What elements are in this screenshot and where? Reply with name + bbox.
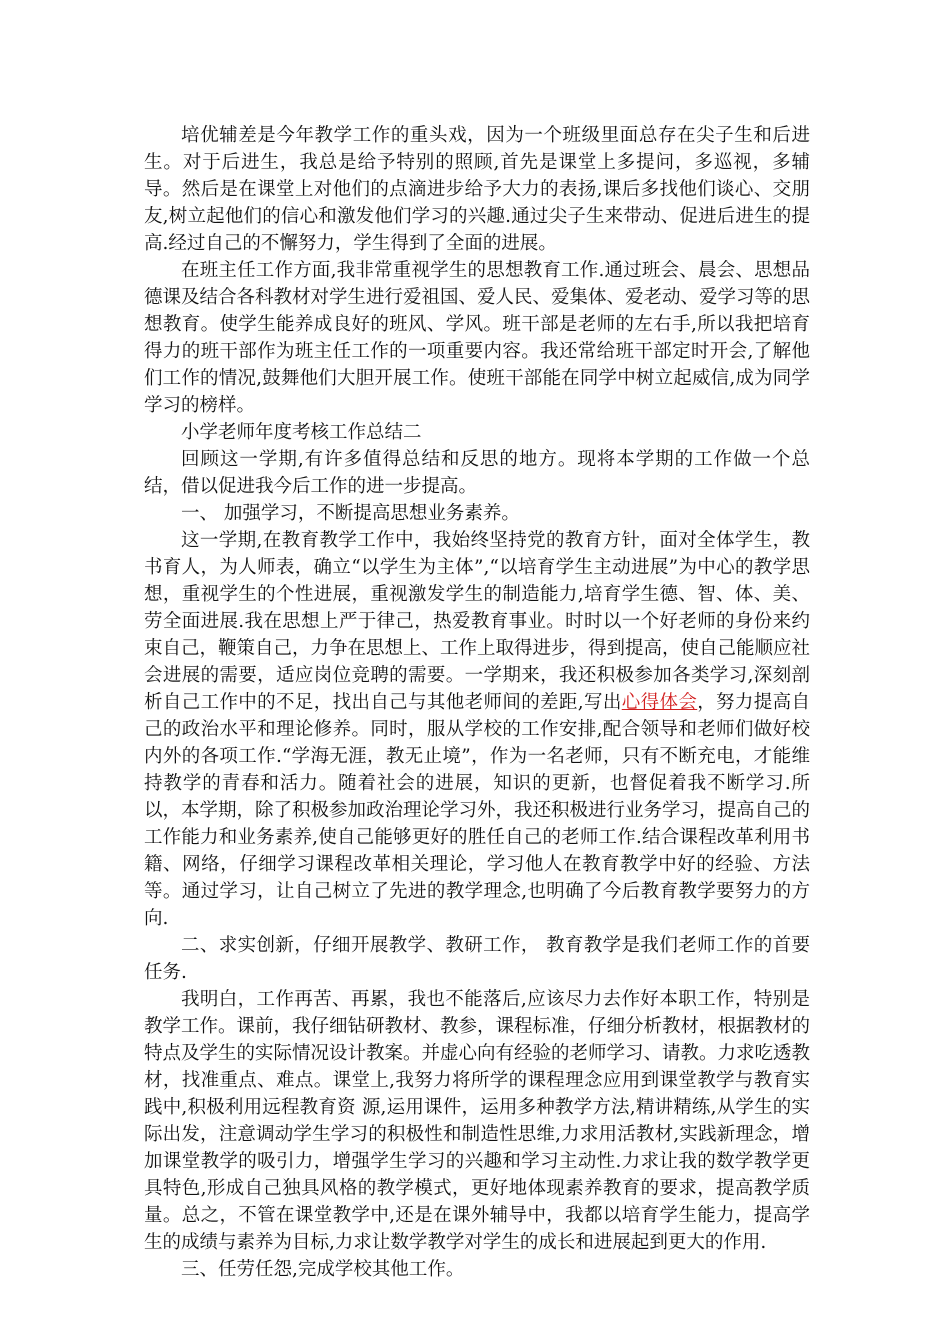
paragraph-xuexi	[144, 527, 810, 932]
paragraph-text-before-link: 这一学期,在教育教学工作中，我始终坚持党的教育方针，面对全体学生，教书育人，为人师表，确立“以学生为主体”,“以培育学生主动进展”为中心的教学思想，重视学生的个性进展，重视激发学生的制造能力,培育学生德、智、体、美、劳全面进展.我在思想上严于律己，热爱教育事业。时时以一个好老师的身份来约束自己，鞭策自己，力争在思想上、工作上取得进步，得到提高，使自己能顺应社会进展的需要，适应岗位竞聘的需要。一学期来，我还积极参加各类学习,深刻剖析自己工作中的不足，找出自己与其他老师间的差距,写出	[144, 530, 811, 713]
paragraph-text-after-link: ，努力提高自己的政治水平和理论修养。同时，服从学校的工作安排,配合领导和老师们做好校内外的各项工作.“学海无涯，教无止境”，作为一名老师，只有不断充电，才能维持教学的青春和活力。随着社会的进展，知识的更新，也督促着我不断学习.所以，本学期，除了积极参加政治理论学习外，我还积极进行业务学习，提高自己的工作能力和业务素养,使自己能够更好的胜任自己的老师工作.结合课程改革利用书籍、网络，仔细学习课程改革相关理论，学习他人在教育教学中好的经验、方法等。通过学习，让自己树立了先进的教学理念,也明确了今后教育教学要努力的方向.	[144, 692, 811, 929]
paragraph-peiyou: 培优辅差是今年教学工作的重头戏，因为一个班级里面总存在尖子生和后进生。对于后进生，我总是给予特别的照顾,首先是课堂上多提问，多巡视，多辅导。然后是在课堂上对他们的点滴进步给予大力的表扬,课后多找他们谈心、交朋友,树立起他们的信心和激发他们学习的兴趣.通过尖子生来带动、促进后进生的提高.经过自己的不懈努力，学生得到了全面的进展。	[144, 125, 810, 254]
heading-two: 二、求实创新，仔细开展教学、教研工作， 教育教学是我们老师工作的首要任务.	[144, 935, 810, 983]
paragraph-huigu: 回顾这一学期,有许多值得总结和反思的地方。现将本学期的工作做一个总结，借以促进我今后工作的进一步提高。	[144, 449, 810, 497]
document-body	[144, 122, 810, 1283]
paragraph-jiaoxue: 我明白，工作再苦、再累，我也不能落后,应该尽力去作好本职工作，特别是教学工作。课前，我仔细钻研教材、教参，课程标准，仔细分析教材，根据教材的特点及学生的实际情况设计教案。并虚心向有经验的老师学习、请教。力求吃透教材，找准重点、难点。课堂上,我努力将所学的课程理念应用到课堂教学与教育实践中,积极利用远程教育资 源,运用课件，运用多种教学方法,精讲精练,从学生的实际出发，注意调动学生学习的积极性和制造性思维,力求用活教材,实践新理念，增加课堂教学的吸引力，增强学生学习的兴趣和学习主动性.力求让我的数学教学更具特色,形成自己独具风格的教学模式，更好地体现素养教育的要求，提高教学质量。总之，不管在课堂教学中,还是在课外辅导中，我都以培育学生能力，提高学生的成绩与素养为目标,力求让数学教学对学生的成长和进展起到更大的作用.	[144, 989, 811, 1253]
paragraph-banzhuren: 在班主任工作方面,我非常重视学生的思想教育工作.通过班会、晨会、思想品德课及结合各科教材对学生进行爱祖国、爱人民、爱集体、爱老动、爱学习等的思想教育。使学生能养成良好的班风、学风。班干部是老师的左右手,所以我把培育得力的班干部作为班主任工作的一项重要内容。我还常给班干部定时开会,了解他们工作的情况,鼓舞他们大胆开展工作。使班干部能在同学中树立起威信,成为同学学习的榜样。	[144, 260, 811, 416]
heading-three: 三、任劳任怨,完成学校其他工作。	[181, 1259, 465, 1280]
section-title: 小学老师年度考核工作总结二	[181, 422, 422, 443]
xinde-tihui-link[interactable]: 心得体会	[621, 692, 698, 713]
heading-one: 一、 加强学习，不断提高思想业务素养。	[181, 503, 520, 524]
